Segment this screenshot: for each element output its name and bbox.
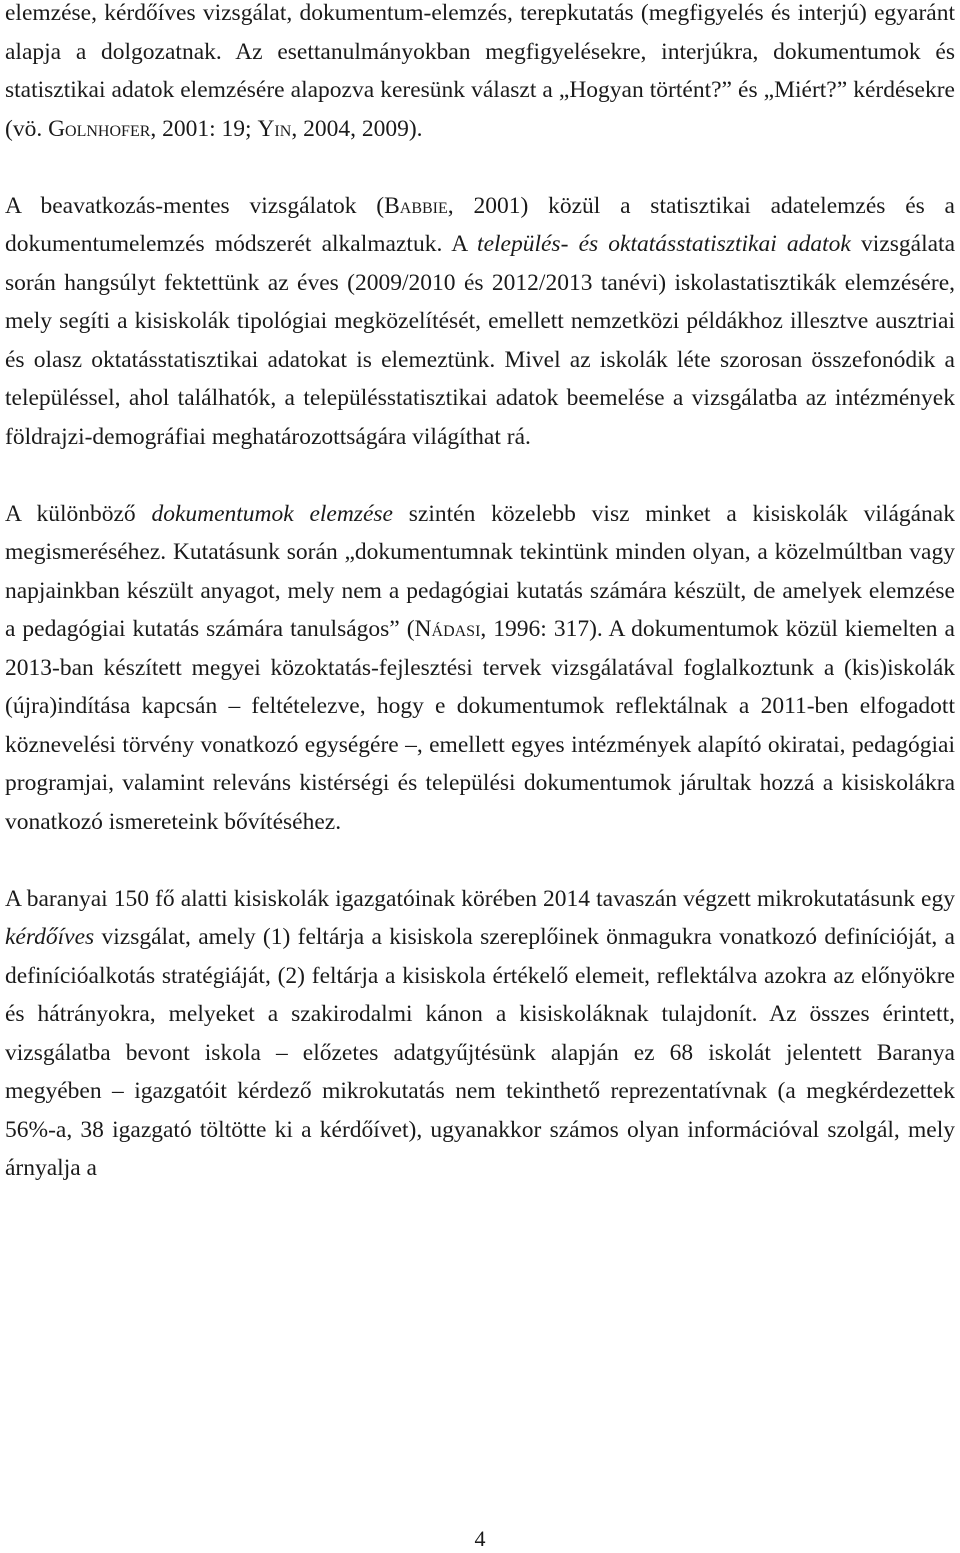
citation-author: Yin (257, 115, 292, 142)
text-run: , 2004, 2009). (291, 115, 423, 142)
emphasis-text: dokumentumok elemzése (151, 500, 393, 527)
paragraph-methods-overview (5, 0, 955, 148)
citation-author: Nádasi (414, 616, 481, 642)
text-run: vizsgálata során hangsúlyt fektettünk az éves (2009/2010 és 2012/2013 tanévi) iskolastatisztikák elemzésére, mely segíti a kisiskolák tipológiai megközelítését, emellett nemzetközi példákhoz illesztve ausztriai és olasz oktatásstatisztikai adatokat is elemeztünk. Mivel az iskolák léte szorosan összefonódik a településsel, ahol találhatók, a településstatisztikai adatok beemelése a vizsgálatba az intézmények földrajzi-demográfiai meghatározottságára világíthat rá. (5, 231, 955, 450)
text-run: elemzése, kérdőíves vizsgálat, dokumentum-elemzés, terepkutatás (megfigyelés és interjú) egyaránt alapja a dolgozatnak. Az esettanulmányokban megfigyelésekre, interjúkra, dokumentumok és statisztikai adatok elemzésére alapozva keresünk választ a „Hogyan történt?” és „Miért?” kérdésekre (vö. (5, 0, 955, 142)
paragraph-statistical-analysis (5, 187, 955, 457)
paragraph-document-analysis (5, 495, 955, 842)
citation-author: Golnhofer (48, 115, 151, 142)
citation-author: Babbie (384, 192, 448, 219)
text-run: A baranyai 150 fő alatti kisiskolák igazgatóinak körében 2014 tavaszán végzett mikrokutatásunk egy (5, 885, 955, 912)
text-run: , 1996: 317). A dokumentumok közül kiemelten a 2013-ban készített megyei közoktatás-fejlesztési tervek vizsgálatával foglalkoztunk a (kis)iskolák (újra)indítása kapcsán – feltételezve, hogy e dokumentumok reflektálnak a 2011-ben elfogadott köznevelési törvény vonatkozó egységére –, emellett egyes intézmények alapító okiratai, pedagógiai programjai, valamint releváns kistérségi és települési dokumentumok járultak hozzá a kisiskolákra vonatkozó ismereteink bővítéséhez. (5, 616, 955, 835)
paragraph-questionnaire (5, 880, 955, 1188)
text-run: A különböző (5, 500, 152, 527)
emphasis-text: település- és oktatásstatisztikai adatok (477, 231, 851, 257)
text-run: vizsgálat, amely (1) feltárja a kisiskola szereplőinek önmagukra vonatkozó definícióját, a definícióalkotás stratégiáját, (2) feltárja a kisiskola értékelő elemeit, reflektálva azokra az előnyökre és hátrányokra, melyeket a szakirodalmi kánon a kisiskoláknak tulajdonít. Az összes érintett, vizsgálatba bevont iskola – előzetes adatgyűjtésünk alapján ez 68 iskolát jelentett Baranya megyében – igazgatóit kérdező mikrokutatás nem tekinthető reprezentatívnak (a megkérdezettek 56%-a, 38 igazgató töltötte ki a kérdőívet), ugyanakkor számos olyan információval szolgál, mely árnyalja a (5, 924, 955, 1181)
text-run: szintén közelebb visz minket a kisiskolák világának megismeréséhez. Kutatásunk során „dokumentumnak tekintünk minden olyan, a közelmúltban vagy napjainkban készült anyagot, mely nem a pedagógiai kutatás számára készült, de amelyek elemzése a pedagógiai kutatás számára tanulságos” ( (5, 500, 955, 642)
text-run: , 2001) közül a statisztikai adatelemzés és a dokumentumelemzés módszerét alkalmaztuk. A (5, 192, 955, 257)
text-run: , 2001: 19; (150, 115, 258, 142)
text-run: A beavatkozás-mentes vizsgálatok ( (5, 192, 385, 219)
emphasis-text: kérdőíves (5, 924, 95, 950)
page-number: 4 (474, 1526, 486, 1551)
document-page (5, 0, 955, 1188)
